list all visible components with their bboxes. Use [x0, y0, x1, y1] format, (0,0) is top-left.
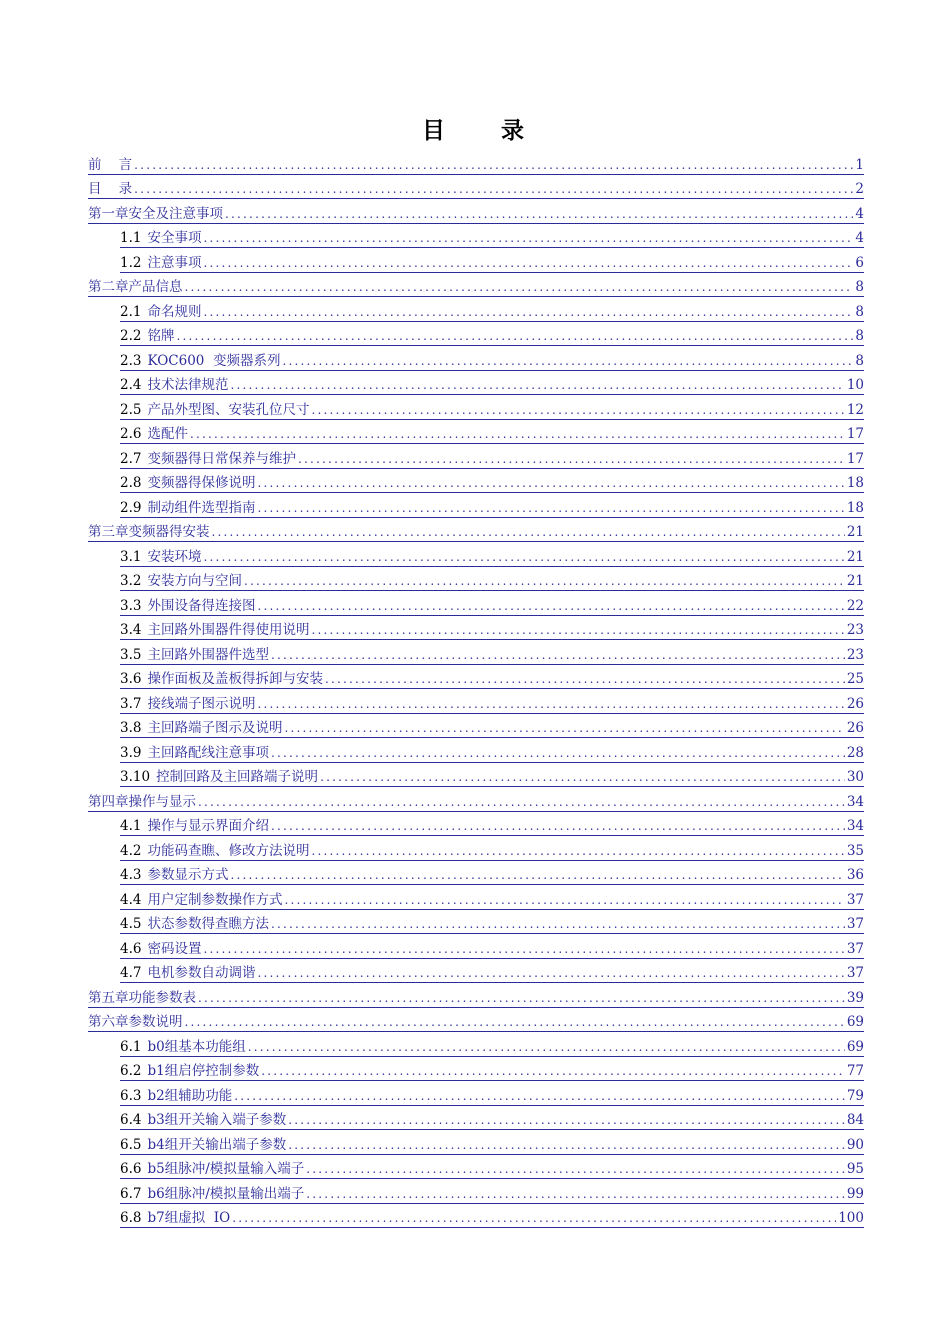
toc-section-link[interactable]	[120, 1057, 864, 1082]
toc-entry-number: 6.1	[120, 1038, 142, 1055]
toc-entry-number: 6.7	[120, 1185, 142, 1202]
toc-page-number: 37	[846, 940, 864, 957]
toc-chapter-link[interactable]	[88, 983, 864, 1008]
toc-entry-label: 第五章功能参数表	[88, 989, 196, 1006]
toc-section-link[interactable]	[120, 1081, 864, 1106]
toc-dot-leader	[230, 867, 844, 883]
toc-entry-label: 外围设备得连接图	[147, 597, 256, 614]
toc-page-number: 23	[846, 622, 864, 638]
toc-page-number: 18	[846, 475, 864, 491]
toc-entry-number: 4.7	[120, 965, 142, 981]
toc-page-number: 37	[846, 916, 864, 932]
toc-dot-leader	[190, 426, 845, 442]
toc-section-link[interactable]	[120, 689, 864, 714]
toc-entry-label: 第一章安全及注意事项	[88, 205, 223, 222]
toc-entry-label: b0组基本功能组	[147, 1038, 246, 1055]
toc-dot-leader	[203, 304, 853, 320]
toc-entry-label: b3组开关输入端子参数	[147, 1112, 287, 1128]
toc-page-number: 28	[846, 744, 864, 761]
toc-chapter-link[interactable]	[88, 787, 864, 812]
toc-section-link[interactable]	[120, 738, 864, 763]
toc-section-link[interactable]	[120, 420, 864, 445]
toc-section-link[interactable]	[120, 714, 864, 739]
toc-page-number: 12	[846, 401, 864, 418]
toc-entry-label: 第六章参数说明	[88, 1014, 183, 1030]
toc-dot-leader	[284, 720, 844, 736]
toc-entry-label: 控制回路及主回路端子说明	[156, 769, 319, 785]
toc-dot-leader	[298, 451, 845, 467]
toc-section-link[interactable]	[120, 567, 864, 592]
toc-page-number: 77	[846, 1063, 864, 1079]
toc-entry-label: b7组虚拟 IO	[147, 1210, 231, 1226]
toc-section-link[interactable]	[120, 934, 864, 959]
toc-section-link[interactable]	[120, 248, 864, 273]
toc-page-number: 17	[846, 450, 864, 467]
toc-page-number: 8	[855, 279, 864, 295]
toc-chapter-link[interactable]	[88, 273, 864, 298]
toc-dot-leader	[203, 549, 844, 565]
toc-section-link[interactable]	[120, 836, 864, 861]
toc-section-link[interactable]	[120, 665, 864, 690]
toc-dot-leader	[176, 328, 853, 344]
toc-entry-number: 2.4	[120, 377, 142, 393]
toc-dot-leader	[257, 965, 844, 981]
toc-entry-number: 6.5	[120, 1136, 142, 1153]
toc-section-link[interactable]	[120, 640, 864, 665]
toc-section-link[interactable]	[120, 493, 864, 518]
toc-page-number: 2	[855, 181, 864, 197]
toc-dot-leader	[234, 1088, 845, 1104]
toc-page-number: 25	[846, 671, 864, 687]
toc-page-number: 4	[855, 230, 864, 246]
toc-section-link[interactable]	[120, 469, 864, 494]
toc-chapter-link[interactable]	[88, 1008, 864, 1033]
toc-entry-number: 2.5	[120, 401, 142, 418]
toc-dot-leader	[320, 769, 845, 785]
toc-entry-label: 制动组件选型指南	[147, 499, 256, 516]
toc-dot-leader	[198, 794, 845, 810]
toc-entry-label: 产品外型图、安装孔位尺寸	[147, 401, 310, 418]
toc-page-number: 99	[846, 1185, 864, 1202]
toc-entry-number: 3.9	[120, 744, 142, 761]
toc-entry-label: 操作与显示界面介绍	[147, 818, 269, 834]
toc-entry-number: 2.1	[120, 303, 142, 320]
toc-section-link[interactable]	[120, 224, 864, 249]
toc-entry-label: 用户定制参数操作方式	[147, 891, 283, 908]
toc-entry-label: 第二章产品信息	[88, 279, 183, 295]
toc-section-link[interactable]	[120, 444, 864, 469]
toc-dot-leader	[185, 279, 854, 295]
toc-entry-number: 1.2	[120, 254, 142, 271]
toc-entry-label: 主回路配线注意事项	[147, 744, 269, 761]
toc-dot-leader	[257, 475, 844, 491]
toc-title: 目 录	[421, 118, 548, 144]
toc-entry-number: 3.2	[120, 573, 142, 589]
toc-entry-number: 4.6	[120, 940, 142, 957]
toc-page-number: 26	[846, 695, 864, 712]
toc-entry-label: 电机参数自动调谐	[147, 965, 256, 981]
toc-entry-label: 接线端子图示说明	[147, 695, 256, 712]
toc-entry-label: 变频器得保修说明	[147, 475, 256, 491]
toc-entry-label: 主回路端子图示及说明	[147, 720, 283, 736]
toc-page-number: 17	[846, 426, 864, 442]
toc-section-link[interactable]	[120, 395, 864, 420]
toc-section-link[interactable]	[120, 591, 864, 616]
toc-dot-leader	[306, 1161, 845, 1177]
toc-dot-leader	[257, 598, 844, 614]
toc-dot-leader	[203, 255, 853, 271]
toc-section-link[interactable]	[120, 812, 864, 837]
toc-section-link[interactable]	[120, 1106, 864, 1131]
toc-dot-leader	[134, 157, 853, 173]
toc-entry-number: 6.8	[120, 1210, 142, 1226]
toc-entry-label: 主回路外围器件选型	[147, 646, 269, 663]
toc-section-link[interactable]	[120, 1204, 864, 1229]
toc-section-link[interactable]	[120, 885, 864, 910]
toc-page-number: 18	[846, 499, 864, 516]
toc-page-number: 69	[846, 1038, 864, 1055]
toc-dot-leader	[185, 1014, 845, 1030]
toc-page-number: 26	[846, 720, 864, 736]
toc-section-link[interactable]	[120, 1032, 864, 1057]
toc-page-number: 79	[846, 1087, 864, 1104]
toc-dot-leader	[203, 230, 853, 246]
toc-entry-label: b4组开关输出端子参数	[147, 1136, 287, 1153]
toc-page-number: 1	[855, 156, 864, 173]
toc-entry-number: 4.1	[120, 818, 142, 834]
toc-page-number: 22	[846, 597, 864, 614]
toc-entry-label: b5组脉冲/模拟量输入端子	[147, 1161, 305, 1177]
toc-dot-leader	[311, 622, 844, 638]
toc-entry-number: 3.5	[120, 646, 142, 663]
toc-entry-number: 3.10	[120, 769, 151, 785]
toc-entry-number: 3.1	[120, 548, 142, 565]
toc-dot-leader	[311, 402, 844, 418]
toc-page-number: 90	[846, 1136, 864, 1153]
toc-chapter-link[interactable]	[88, 150, 864, 175]
toc-dot-leader	[271, 916, 845, 932]
toc-entry-label: 目 录	[88, 181, 133, 197]
toc-dot-leader	[212, 524, 845, 540]
toc-page-number: 100	[838, 1210, 864, 1226]
toc-page-number: 21	[846, 524, 864, 540]
toc-entry-label: 第四章操作与显示	[88, 793, 196, 810]
toc-entry-label: 变频器得日常保养与维护	[147, 450, 296, 467]
toc-entry-number: 3.6	[120, 671, 142, 687]
toc-section-link[interactable]	[120, 322, 864, 347]
toc-dot-leader	[271, 745, 845, 761]
toc-page-number: 23	[846, 646, 864, 663]
toc-entry-label: 前 言	[88, 156, 133, 173]
toc-dot-leader	[282, 353, 853, 369]
toc-dot-leader	[284, 892, 844, 908]
toc-section-link[interactable]	[120, 1179, 864, 1204]
toc-entry-number: 6.2	[120, 1063, 142, 1079]
toc-dot-leader	[257, 500, 844, 516]
toc-dot-leader	[203, 941, 844, 957]
toc-page-number: 8	[855, 352, 864, 369]
toc-entry-label: 主回路外围器件得使用说明	[147, 622, 310, 638]
toc-dot-leader	[257, 696, 844, 712]
toc-dot-leader	[325, 671, 845, 687]
toc-page-number: 84	[846, 1112, 864, 1128]
toc-page-number: 21	[846, 548, 864, 565]
toc-entry-label: 状态参数得查瞧方法	[147, 916, 269, 932]
toc-entry-number: 3.8	[120, 720, 142, 736]
toc-entry-label: 操作面板及盖板得拆卸与安装	[147, 671, 323, 687]
toc-dot-leader	[288, 1137, 845, 1153]
toc-dot-leader	[134, 181, 853, 197]
toc-section-link[interactable]	[120, 371, 864, 396]
toc-page-number: 35	[846, 842, 864, 859]
toc-entry-number: 1.1	[120, 230, 142, 246]
toc-entry-label: 安装方向与空间	[147, 573, 242, 589]
toc-entry-number: 3.7	[120, 695, 142, 712]
toc-entry-label: b1组启停控制参数	[147, 1063, 260, 1079]
toc-dot-leader	[232, 1210, 836, 1226]
toc-chapter-link[interactable]	[88, 175, 864, 200]
toc-entry-label: 密码设置	[147, 940, 202, 957]
toc-dot-leader	[306, 1186, 845, 1202]
toc-entry-number: 2.7	[120, 450, 142, 467]
toc-dot-leader	[248, 1039, 845, 1055]
toc-section-link[interactable]	[120, 861, 864, 886]
toc-entry-number: 6.4	[120, 1112, 142, 1128]
toc-entry-number: 2.9	[120, 499, 142, 516]
toc-dot-leader	[271, 647, 845, 663]
toc-chapter-link[interactable]	[88, 199, 864, 224]
toc-entry-number: 3.3	[120, 597, 142, 614]
toc-dot-leader	[225, 206, 853, 222]
toc-chapter-link[interactable]	[88, 518, 864, 543]
toc-entry-label: b6组脉冲/模拟量输出端子	[147, 1185, 305, 1202]
toc-entry-number: 2.2	[120, 328, 142, 344]
toc-page-number: 69	[846, 1014, 864, 1030]
toc-entry-label: 安全事项	[147, 230, 202, 246]
toc-page-number: 34	[846, 793, 864, 810]
toc-page-number: 21	[846, 573, 864, 589]
toc-entry-number: 3.4	[120, 622, 142, 638]
toc-section-link[interactable]	[120, 1130, 864, 1155]
toc-entry-number: 2.8	[120, 475, 142, 491]
toc-entry-label: 命名规则	[147, 303, 202, 320]
toc-section-link[interactable]	[120, 910, 864, 935]
toc-page-number: 8	[855, 303, 864, 320]
toc-entry-number: 2.6	[120, 426, 142, 442]
toc-entry-label: 第三章变频器得安装	[88, 524, 210, 540]
toc-section-link[interactable]	[120, 297, 864, 322]
toc-dot-leader	[311, 843, 844, 859]
toc-dot-leader	[271, 818, 845, 834]
toc-page-number: 37	[846, 891, 864, 908]
toc-page-number: 4	[855, 205, 864, 222]
toc-dot-leader	[244, 573, 845, 589]
toc-section-link[interactable]	[120, 542, 864, 567]
toc-entry-number: 4.4	[120, 891, 142, 908]
toc-entry-label: 安装环境	[147, 548, 202, 565]
toc-entry-label: 功能码查瞧、修改方法说明	[147, 842, 310, 859]
toc-page-number: 8	[855, 328, 864, 344]
toc-list	[88, 150, 864, 1228]
toc-page-number: 34	[846, 818, 864, 834]
toc-entry-number: 4.3	[120, 867, 142, 883]
toc-entry-label: 铭牌	[147, 328, 175, 344]
toc-entry-label: b2组辅助功能	[147, 1087, 233, 1104]
toc-entry-number: 6.3	[120, 1087, 142, 1104]
toc-dot-leader	[230, 377, 844, 393]
toc-page-number: 30	[846, 769, 864, 785]
toc-entry-label: 参数显示方式	[147, 867, 229, 883]
toc-section-link[interactable]	[120, 346, 864, 371]
toc-section-link[interactable]	[120, 959, 864, 984]
toc-section-link[interactable]	[120, 1155, 864, 1180]
toc-page-number: 95	[846, 1161, 864, 1177]
toc-entry-label: 技术法律规范	[147, 377, 229, 393]
toc-entry-label: 选配件	[147, 426, 188, 442]
toc-entry-label: 注意事项	[147, 254, 202, 271]
toc-dot-leader	[288, 1112, 845, 1128]
toc-page-number: 6	[855, 254, 864, 271]
toc-page-number: 39	[846, 989, 864, 1006]
toc-page-number: 36	[846, 867, 864, 883]
toc-page-number: 37	[846, 965, 864, 981]
toc-page-number: 10	[846, 377, 864, 393]
toc-section-link[interactable]	[120, 616, 864, 641]
toc-entry-number: 4.5	[120, 916, 142, 932]
toc-entry-number: 6.6	[120, 1161, 142, 1177]
toc-dot-leader	[261, 1063, 845, 1079]
toc-entry-number: 2.3	[120, 352, 142, 369]
toc-section-link[interactable]	[120, 763, 864, 788]
toc-entry-label: KOC600 变频器系列	[147, 352, 281, 369]
toc-entry-number: 4.2	[120, 842, 142, 859]
toc-dot-leader	[198, 990, 845, 1006]
